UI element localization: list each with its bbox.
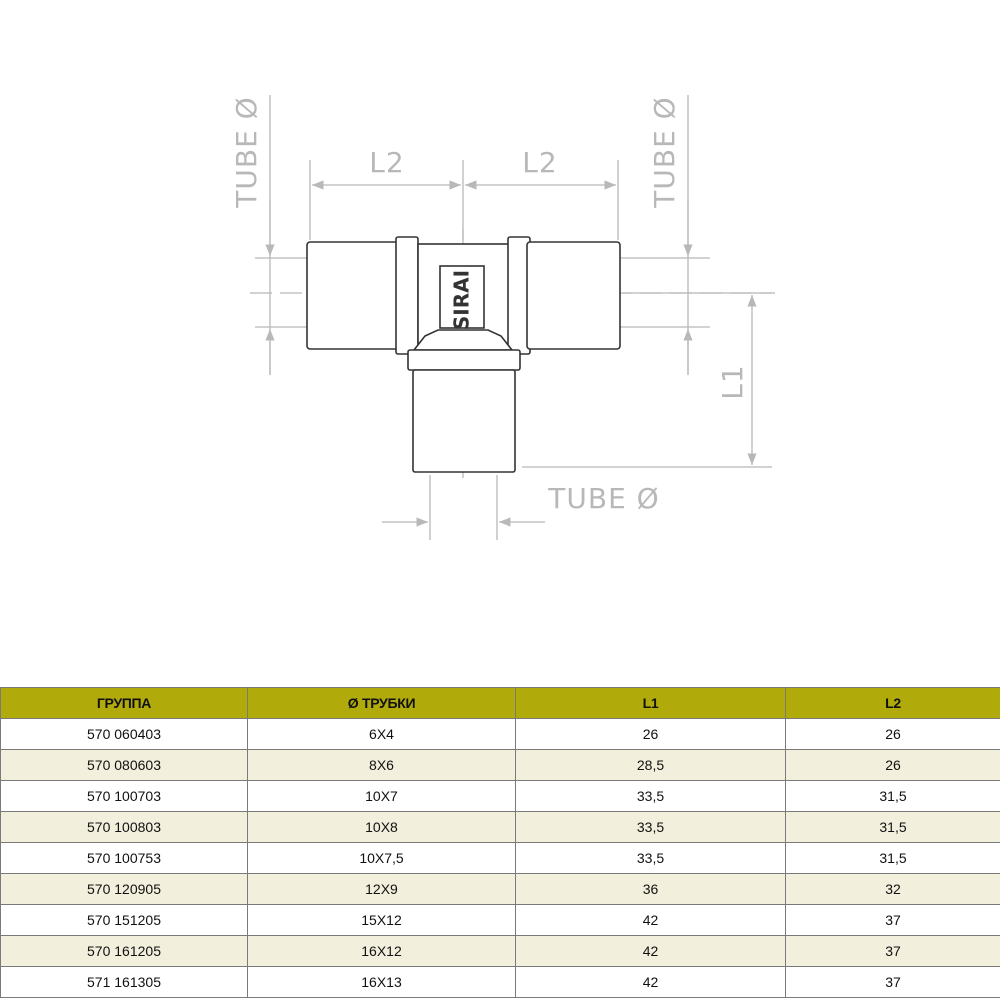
cell-group: 570 060403 xyxy=(1,719,248,750)
cell-l2: 37 xyxy=(786,905,1000,936)
cell-l1: 28,5 xyxy=(516,750,786,781)
cell-l2: 37 xyxy=(786,967,1000,998)
table-row xyxy=(1,905,1000,936)
cell-l2: 26 xyxy=(786,719,1000,750)
cell-tube-diameter: 15X12 xyxy=(248,905,516,936)
cell-l2: 32 xyxy=(786,874,1000,905)
table-row xyxy=(1,936,1000,967)
header-l2: L2 xyxy=(786,688,1000,719)
table-row xyxy=(1,812,1000,843)
cell-tube-diameter: 10X7,5 xyxy=(248,843,516,874)
cell-l2: 31,5 xyxy=(786,781,1000,812)
table-row xyxy=(1,843,1000,874)
cell-tube-diameter: 16X12 xyxy=(248,936,516,967)
cell-l1: 33,5 xyxy=(516,812,786,843)
dimension-label-l2-right: L2 xyxy=(522,146,558,179)
cell-l1: 42 xyxy=(516,967,786,998)
cell-l2: 31,5 xyxy=(786,812,1000,843)
cell-tube-diameter: 10X8 xyxy=(248,812,516,843)
dimension-label-tube-left: TUBE Ø xyxy=(230,96,263,208)
cell-tube-diameter: 16X13 xyxy=(248,967,516,998)
dimension-label-l2-left: L2 xyxy=(369,146,405,179)
cell-l1: 26 xyxy=(516,719,786,750)
cell-l2: 26 xyxy=(786,750,1000,781)
cell-group: 570 100803 xyxy=(1,812,248,843)
cell-l2: 37 xyxy=(786,936,1000,967)
cell-group: 570 100753 xyxy=(1,843,248,874)
table-row xyxy=(1,781,1000,812)
cell-tube-diameter: 12X9 xyxy=(248,874,516,905)
dimension-label-tube-right: TUBE Ø xyxy=(648,96,681,208)
cell-l1: 42 xyxy=(516,936,786,967)
cell-group: 570 151205 xyxy=(1,905,248,936)
cell-l1: 33,5 xyxy=(516,781,786,812)
table-row xyxy=(1,719,1000,750)
table-row xyxy=(1,750,1000,781)
cell-l2: 31,5 xyxy=(786,843,1000,874)
header-l1: L1 xyxy=(516,688,786,719)
dimension-label-tube-bottom: TUBE Ø xyxy=(548,482,660,515)
cell-l1: 36 xyxy=(516,874,786,905)
header-tube-diameter: Ø ТРУБКИ xyxy=(248,688,516,719)
cell-group: 570 080603 xyxy=(1,750,248,781)
table-row xyxy=(1,967,1000,998)
cell-group: 571 161305 xyxy=(1,967,248,998)
cell-tube-diameter: 10X7 xyxy=(248,781,516,812)
spec-table xyxy=(0,687,1000,998)
header-group: ГРУППА xyxy=(1,688,248,719)
table-body xyxy=(1,719,1000,998)
cell-l1: 33,5 xyxy=(516,843,786,874)
brand-mark-text: SIRAI xyxy=(449,269,474,331)
cell-l1: 42 xyxy=(516,905,786,936)
dimension-label-l1: L1 xyxy=(716,364,749,400)
cell-group: 570 100703 xyxy=(1,781,248,812)
cell-group: 570 161205 xyxy=(1,936,248,967)
cell-tube-diameter: 8X6 xyxy=(248,750,516,781)
cell-group: 570 120905 xyxy=(1,874,248,905)
table-header-row xyxy=(1,688,1000,719)
table-row xyxy=(1,874,1000,905)
cell-tube-diameter: 6X4 xyxy=(248,719,516,750)
